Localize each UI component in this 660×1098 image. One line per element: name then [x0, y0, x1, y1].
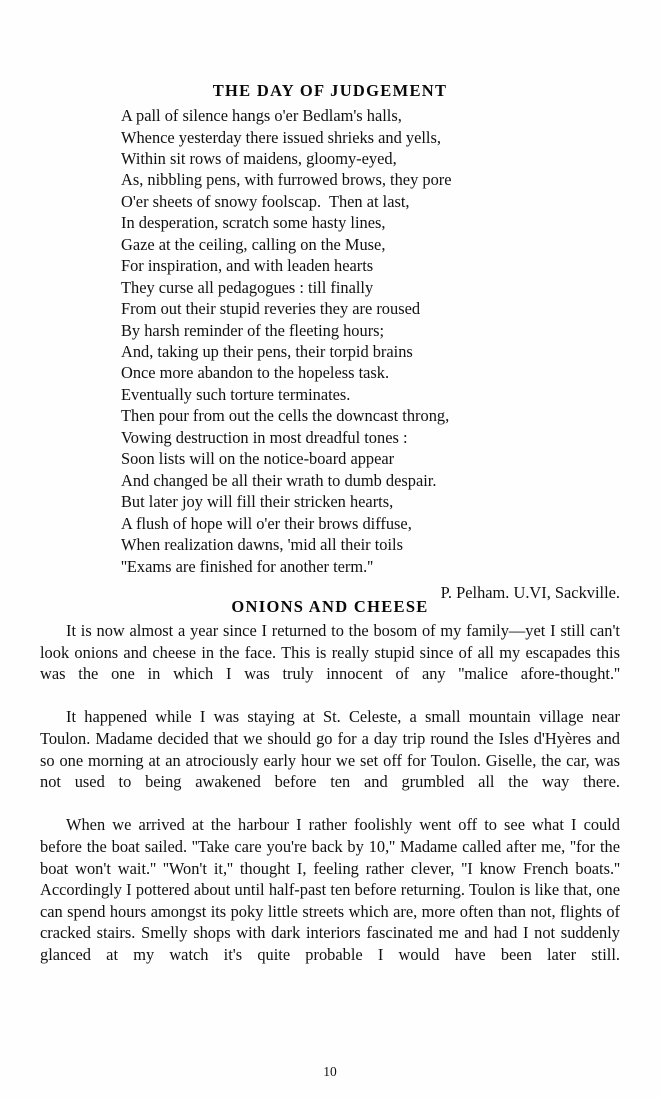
- poem-body: [0, 105, 660, 577]
- article-paragraph: It is now almost a year since I returned to the bosom of my family—yet I still can't look onions and cheese in the face. This is really stupid since of all my escapades this was the one in which I was truly innocent of any ''malice afore-thought.'': [40, 621, 620, 684]
- poem-line: ''Exams are finished for another term.'': [121, 556, 374, 576]
- poem-line: From out their stupid reveries they are roused: [121, 299, 421, 319]
- poem-line: O'er sheets of snowy foolscap. Then at last,: [121, 191, 410, 211]
- poem-line: Within sit rows of maidens, gloomy-eyed,: [121, 148, 397, 168]
- poem-line: But later joy will fill their stricken hearts,: [121, 492, 394, 512]
- poem-line: Whence yesterday there issued shrieks and yells,: [121, 127, 441, 147]
- poem-section: [0, 70, 660, 603]
- poem-line: Once more abandon to the hopeless task.: [121, 363, 390, 383]
- poem-line: Then pour from out the cells the downcast throng,: [121, 406, 450, 426]
- poem-line: And, taking up their pens, their torpid brains: [121, 342, 413, 362]
- poem-line: A flush of hope will o'er their brows diffuse,: [121, 513, 412, 533]
- poem-line: Soon lists will on the notice-board appear: [121, 449, 395, 469]
- page-number: 10: [323, 1064, 337, 1079]
- poem-line: When realization dawns, 'mid all their toils: [121, 535, 403, 555]
- poem-line: For inspiration, and with leaden hearts: [121, 256, 374, 276]
- poem-line: They curse all pedagogues : till finally: [121, 277, 374, 297]
- article-paragraph: It happened while I was staying at St. Celeste, a small mountain village near Toulon. Madame decided that we should go for a day trip round the Isles d'Hyères and so one morning at an atrociously early hour we set off for Toulon. Giselle, the car, was not used to being awakened before ten and grumbled all the way there.: [40, 707, 620, 792]
- poem-line: Gaze at the ceiling, calling on the Muse,: [121, 234, 386, 254]
- article-section: [40, 586, 620, 987]
- article-title: ONIONS AND CHEESE: [231, 597, 429, 617]
- article-paragraph: When we arrived at the harbour I rather foolishly went off to see what I could before the boat sailed. ''Take care you're back by 10,'' Madame called after me, ''for the boat won't wait.'' ''Won't it,'' thought I, feeling rather clever, ''I know French boats.'' Accordingly I pottered about until half-past ten before returning. Toulon is like that, one can spend hours amongst its poky little streets which are, more often than not, flights of cracked stairs. Smelly shops with dark interiors fascinated me and had I not suddenly glanced at my watch it's quite probable I would have been later still.: [40, 815, 620, 964]
- poem-line: Vowing destruction in most dreadful tones :: [121, 427, 408, 447]
- poem-line: By harsh reminder of the fleeting hours;: [121, 320, 385, 340]
- poem-line: And changed be all their wrath to dumb despair.: [121, 470, 437, 490]
- poem-byline: P. Pelham. U.VI, Sackville.: [440, 583, 620, 603]
- poem-title: THE DAY OF JUDGEMENT: [212, 81, 448, 101]
- poem-line: A pall of silence hangs o'er Bedlam's halls,: [121, 106, 402, 126]
- poem-line: As, nibbling pens, with furrowed brows, they pore: [121, 170, 452, 190]
- poem-line: In desperation, scratch some hasty lines,: [121, 213, 386, 233]
- poem-line: Eventually such torture terminates.: [121, 384, 351, 404]
